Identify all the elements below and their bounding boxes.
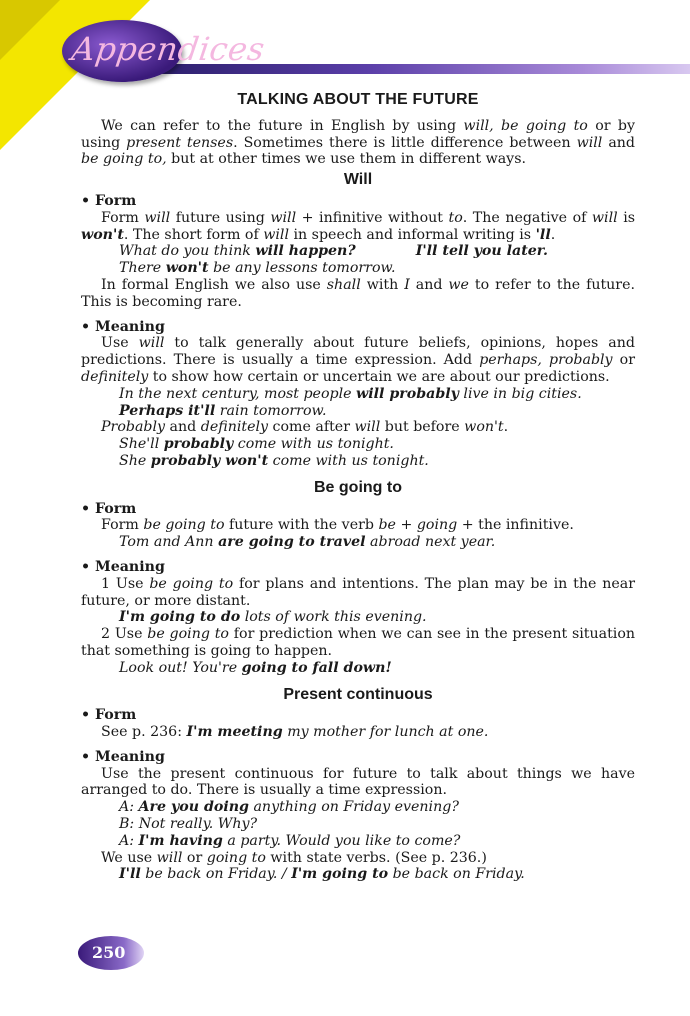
going-example-2: I'm going to do lots of work this evening. — [119, 609, 427, 626]
present-example: I'll be back on Friday. / I'm going to be back on Friday. — [119, 866, 525, 883]
going-meaning-2: 2 Use be going to for prediction when we can see in the present situation that something is going to happen. — [81, 626, 636, 659]
present-dialogue-1: A: Are you doing anything on Friday evening? — [119, 799, 459, 816]
will-example-2: There won't be any lessons tomorrow. — [119, 260, 396, 277]
page-number: 250 — [92, 943, 126, 962]
intro-paragraph: We can refer to the future in English by using will, be going to or by using present tenses. Sometimes there is little difference between will and be going to, but at other times we use them in different ways. — [81, 117, 635, 168]
section-title: Appendices — [69, 30, 268, 68]
will-form-label: • Form — [81, 192, 137, 209]
present-dialogue-3: A: I'm having a party. Would you like to come? — [119, 832, 461, 849]
will-example-5: She'll probably come with us tonight. — [119, 436, 394, 453]
present-state-text: We use will or going to with state verbs. (See p. 236.) — [101, 849, 487, 866]
will-example-3: In the next century, most people will probably live in big cities. — [119, 385, 582, 402]
will-example-6: She probably won't come with us tonight. — [119, 452, 429, 469]
present-form-text: See p. 236: I'm meeting my mother for lunch at one. — [101, 724, 489, 741]
heading-present-continuous: Present continuous — [283, 685, 433, 703]
heading-be-going-to: Be going to — [314, 478, 402, 496]
present-form-label: • Form — [81, 707, 137, 724]
will-adverb-text: Probably and definitely come after will but before won't. — [101, 419, 509, 436]
going-form-text: Form be going to future with the verb be + going + the infinitive. — [101, 517, 574, 534]
going-meaning-1: 1 Use be going to for plans and intentions. The plan may be in the near future, or more distant. — [81, 575, 635, 609]
will-meaning-text: Use will to talk generally about future beliefs, opinions, hopes and predictions. There is usually a time expression. Add perhaps, probably or definitely to show how certain or uncertain we are about our predictions. — [81, 335, 635, 385]
going-example-3: Look out! You're going to fall down! — [119, 659, 392, 676]
present-meaning-text: Use the present continuous for future to talk about things we have arranged to do. There is usually a time expression. — [81, 765, 635, 799]
going-form-label: • Form — [81, 500, 137, 517]
will-example-4: Perhaps it'll rain tomorrow. — [119, 402, 327, 419]
corner-decoration-inner — [0, 0, 60, 60]
will-form-text: Form will future using will + infinitive without to. The negative of will is won't. The short form of will in speech and informal writing is 'll. — [81, 209, 636, 243]
page-title: TALKING ABOUT THE FUTURE — [237, 91, 479, 108]
present-dialogue-2: B: Not really. Why? — [119, 816, 258, 833]
will-formal-text: In formal English we also use shall with I and we to refer to the future. This is becoming rare. — [81, 276, 636, 310]
page-content — [81, 92, 635, 883]
going-meaning-label: • Meaning — [81, 558, 165, 575]
heading-will: Will — [343, 171, 373, 189]
will-meaning-label: • Meaning — [81, 318, 165, 335]
will-example-1: What do you think will happen? I'll tell you later. — [119, 243, 548, 260]
present-meaning-label: • Meaning — [81, 748, 165, 765]
going-example-1: Tom and Ann are going to travel abroad next year. — [119, 534, 496, 551]
